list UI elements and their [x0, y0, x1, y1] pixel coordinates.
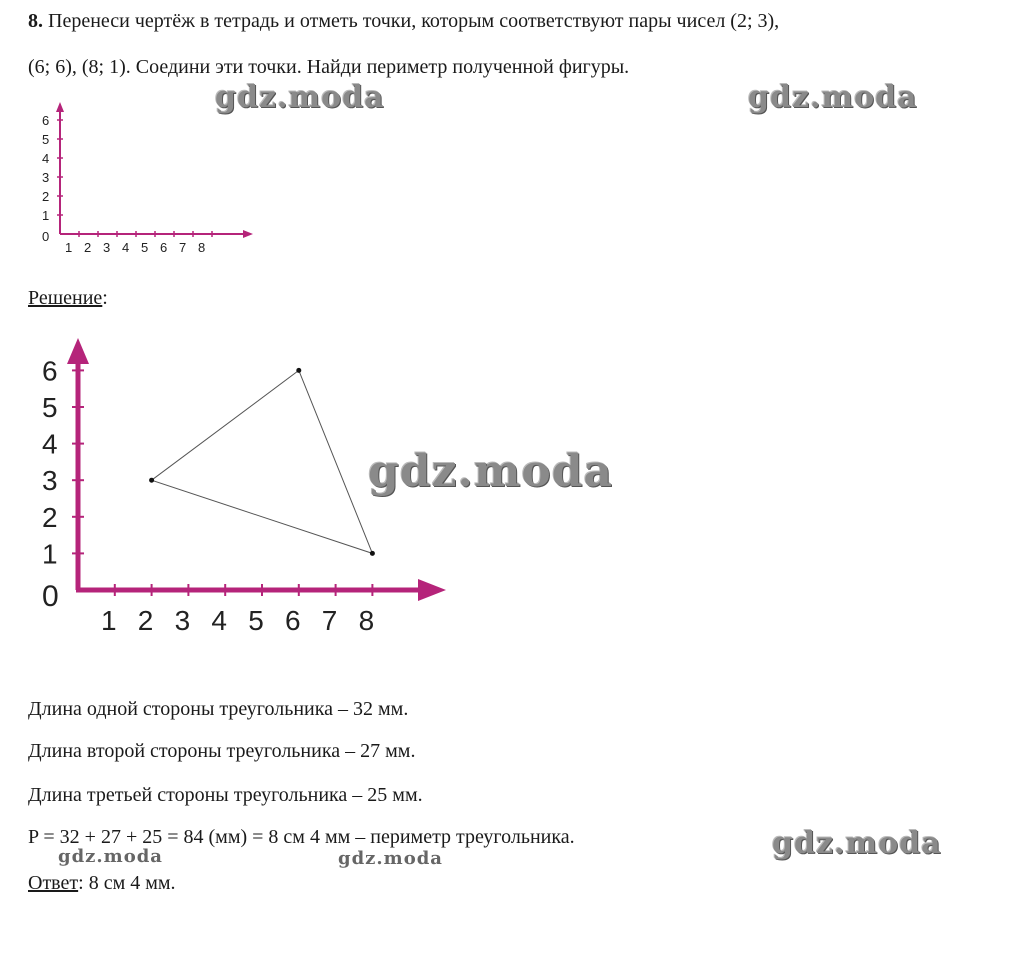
watermark-logo: gdz.moda: [748, 80, 918, 115]
task-line-1: [28, 10, 779, 33]
data-point: [149, 478, 154, 483]
y-tick-label: 5: [42, 132, 50, 147]
y-tick-label: 4: [42, 151, 50, 166]
x-tick-label: 8: [198, 240, 206, 255]
x-tick-label: 4: [122, 240, 130, 255]
x-tick-label: 1: [101, 605, 117, 636]
side-line-2: Длина второй стороны треугольника – 27 мм.: [28, 740, 416, 762]
origin-label: 0: [42, 580, 59, 613]
watermark-logo: gdz.moda: [58, 846, 163, 867]
watermark-logo: gdz.moda: [772, 826, 942, 861]
x-tick-label: 6: [160, 240, 168, 255]
y-tick-label: 1: [42, 208, 50, 223]
x-axis-arrow: [418, 579, 446, 601]
data-point: [370, 551, 375, 556]
y-tick-label: 2: [42, 189, 50, 204]
y-tick-label: 6: [42, 355, 58, 387]
origin-label: 0: [42, 229, 50, 244]
solution-heading: [28, 287, 108, 310]
task-text-2: (6; 6), (8; 1). Соедини эти точки. Найди периметр полученной фигуры.: [28, 56, 630, 78]
task-text-1: Перенеси чертёж в тетрадь и отметь точки, которым соответствуют пары чисел (2; 3),: [48, 10, 780, 32]
answer-label: Ответ: [28, 872, 79, 894]
data-point: [296, 368, 301, 373]
x-tick-label: 7: [321, 605, 338, 636]
x-tick-label: 2: [84, 240, 92, 255]
perimeter-line: P = 32 + 27 + 25 = 84 (мм) = 8 см 4 мм – периметр треугольника.: [28, 826, 575, 848]
x-tick-label: 3: [103, 240, 111, 255]
y-tick-label: 4: [42, 428, 58, 460]
x-tick-label: 1: [65, 240, 73, 255]
x-tick-label: 2: [137, 605, 154, 636]
x-tick-label: 5: [248, 605, 264, 636]
y-tick-label: 3: [42, 465, 58, 497]
y-axis-arrow: [56, 102, 64, 112]
y-tick-label: 5: [42, 392, 58, 423]
watermark-logo: gdz.moda: [215, 80, 385, 115]
x-tick-label: 4: [211, 605, 227, 636]
x-tick-label: 5: [141, 240, 149, 255]
y-tick-label: 6: [42, 113, 50, 128]
side-line-3: Длина третьей стороны треугольника – 25 мм.: [28, 784, 423, 806]
x-tick-label: 6: [285, 605, 301, 636]
answer-value: : 8 см 4 мм.: [78, 872, 176, 894]
task-number: 8.: [28, 10, 43, 32]
task-line-2: [28, 56, 629, 79]
solution-colon: :: [102, 287, 108, 309]
y-tick-label: 2: [42, 501, 58, 533]
side-line-1: Длина одной стороны треугольника – 32 мм.: [28, 698, 409, 720]
y-tick-label: 3: [42, 170, 50, 185]
y-tick-label: 1: [42, 538, 58, 570]
answer-line: [28, 872, 176, 895]
x-tick-label: 7: [179, 240, 187, 255]
x-tick-label: 8: [358, 605, 375, 636]
x-axis-arrow: [243, 230, 253, 238]
small-axes: [30, 96, 270, 266]
y-axis-arrow: [67, 338, 89, 364]
triangle: [152, 370, 373, 553]
watermark-logo: gdz.moda: [368, 446, 614, 497]
x-tick-label: 3: [174, 605, 191, 636]
solution-label: Решение: [28, 287, 103, 309]
watermark-logo: gdz.moda: [338, 848, 443, 869]
